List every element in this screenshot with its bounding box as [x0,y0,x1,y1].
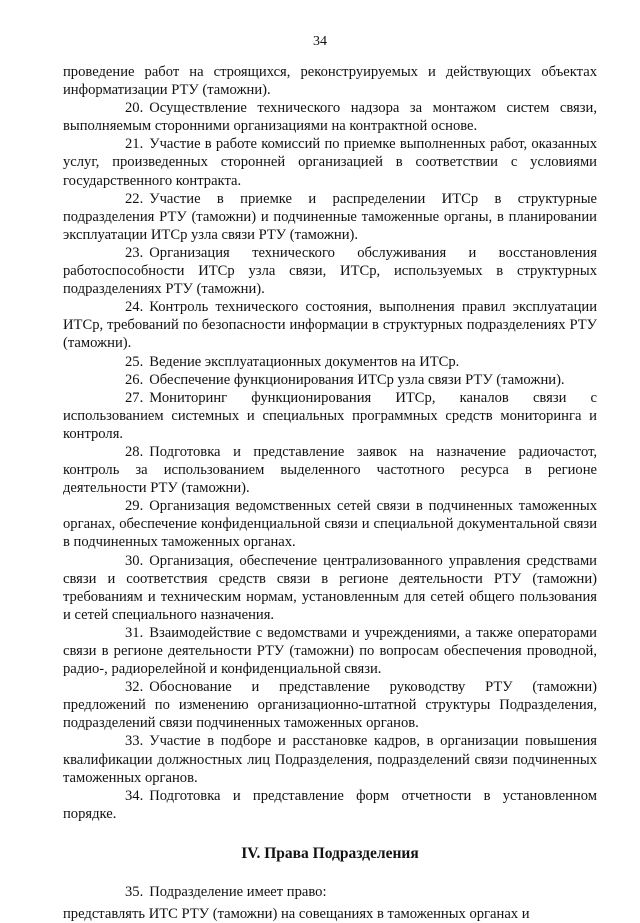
list-item [63,99,597,135]
item-number: 23. [125,244,144,261]
last-line-paragraph: представлять ИТС РТУ (таможни) на совещаниях в таможенных органах и [63,906,530,923]
list-item [63,389,597,443]
item-number: 29. [125,498,144,515]
items-list [63,99,597,823]
item-number: 32. [125,679,144,696]
item-number: 31. [125,624,144,641]
item-number: 27. [125,389,144,406]
item-text: Организация, обеспечение централизованного управления средствами связи и соответствия средств связи в регионе деятельности РТУ (таможни) требованиям и техническим нормам, установленным для сетей общего пользования и сетей специального назначения. [63,552,597,623]
item-text: Осуществление технического надзора за монтажом систем связи, выполняемым сторонними организациями на контрактной основе. [63,100,597,135]
item-text: Подготовка и представление форм отчетности в установленном порядке. [63,787,597,822]
continuation-paragraph: проведение работ на строящихся, реконструируемых и действующих объектах информатизации РТУ (таможни). [63,64,597,99]
section-heading: IV. Права Подразделения [241,844,419,862]
page-number: 34 [313,34,327,49]
item-number: 20. [125,100,144,117]
list-item [63,353,597,371]
item-text: Обоснование и представление руководству РТУ (таможни) предложений по изменению организационно-штатной структуры Подразделения, подразделений связи подчиненных таможенных органов. [63,679,597,732]
item-text: Организация технического обслуживания и восстановления работоспособности ИТСр узла связи, ИТСр, используемых в структурных подразделениях РТУ (таможни). [63,244,597,298]
item-text: Взаимодействие с ведомствами и учреждениями, а также операторами связи в регионе деятельности РТУ (таможни) по вопросам обеспечения проводной, радио-, радиорелейной и конфиденциальной связи. [63,624,597,678]
item-text: Участие в приемке и распределении ИТСр в структурные подразделения РТУ (таможни) и подчиненные таможенные органы, в планировании эксплуатации ИТСр узла связи РТУ (таможни). [63,190,597,243]
item-number: 34. [125,787,144,804]
item-number: 21. [125,136,144,153]
item-text: Подразделение имеет право: [149,884,327,901]
item-text: Ведение эксплуатационных документов на ИТСр. [149,353,460,370]
list-item [63,298,597,352]
item-text: Подготовка и представление заявок на назначение радиочастот, контроль за использованием выделенного частотного ресурса в регионе деятельности РТУ (таможни). [63,443,597,497]
list-item [63,190,597,244]
document-body [63,63,597,923]
list-item [63,883,597,901]
item-number: 30. [125,552,144,569]
item-text: Участие в подборе и расстановке кадров, в организации повышения квалификации должностных лиц Подразделения, подразделений связи подчиненных таможенных органов. [63,733,597,786]
list-item [63,497,597,551]
item-number: 35. [125,884,144,901]
item-text: Мониторинг функционирования ИТСр, каналов связи с использованием системных и специальных программных средств мониторинга и контроля. [63,389,597,442]
item-number: 22. [125,190,144,207]
item-text: Обеспечение функционирования ИТСр узла связи РТУ (таможни). [149,371,565,388]
item-number: 24. [125,299,144,316]
item-number: 26. [125,371,144,388]
list-item [63,678,597,732]
list-item [63,371,597,389]
list-item [63,244,597,298]
item-number: 25. [125,353,144,370]
list-item [63,552,597,624]
list-item [63,135,597,189]
item-text: Контроль технического состояния, выполнения правил эксплуатации ИТСр, требований по безопасности информации в структурных подразделениях РТУ (таможни). [63,299,597,352]
item-text: Организация ведомственных сетей связи в подчиненных таможенных органах, обеспечение конфиденциальной связи и специальной документальной связи в подчиненных таможенных органах. [63,498,597,551]
item-number: 33. [125,733,144,750]
list-item [63,787,597,823]
list-item [63,443,597,497]
list-item [63,732,597,786]
item-text: Участие в работе комиссий по приемке выполненных работ, оказанных услуг, произведенных сторонней организацией в соответствии с условиями государственного контракта. [63,136,597,189]
list-item [63,624,597,678]
item-number: 28. [125,443,144,460]
